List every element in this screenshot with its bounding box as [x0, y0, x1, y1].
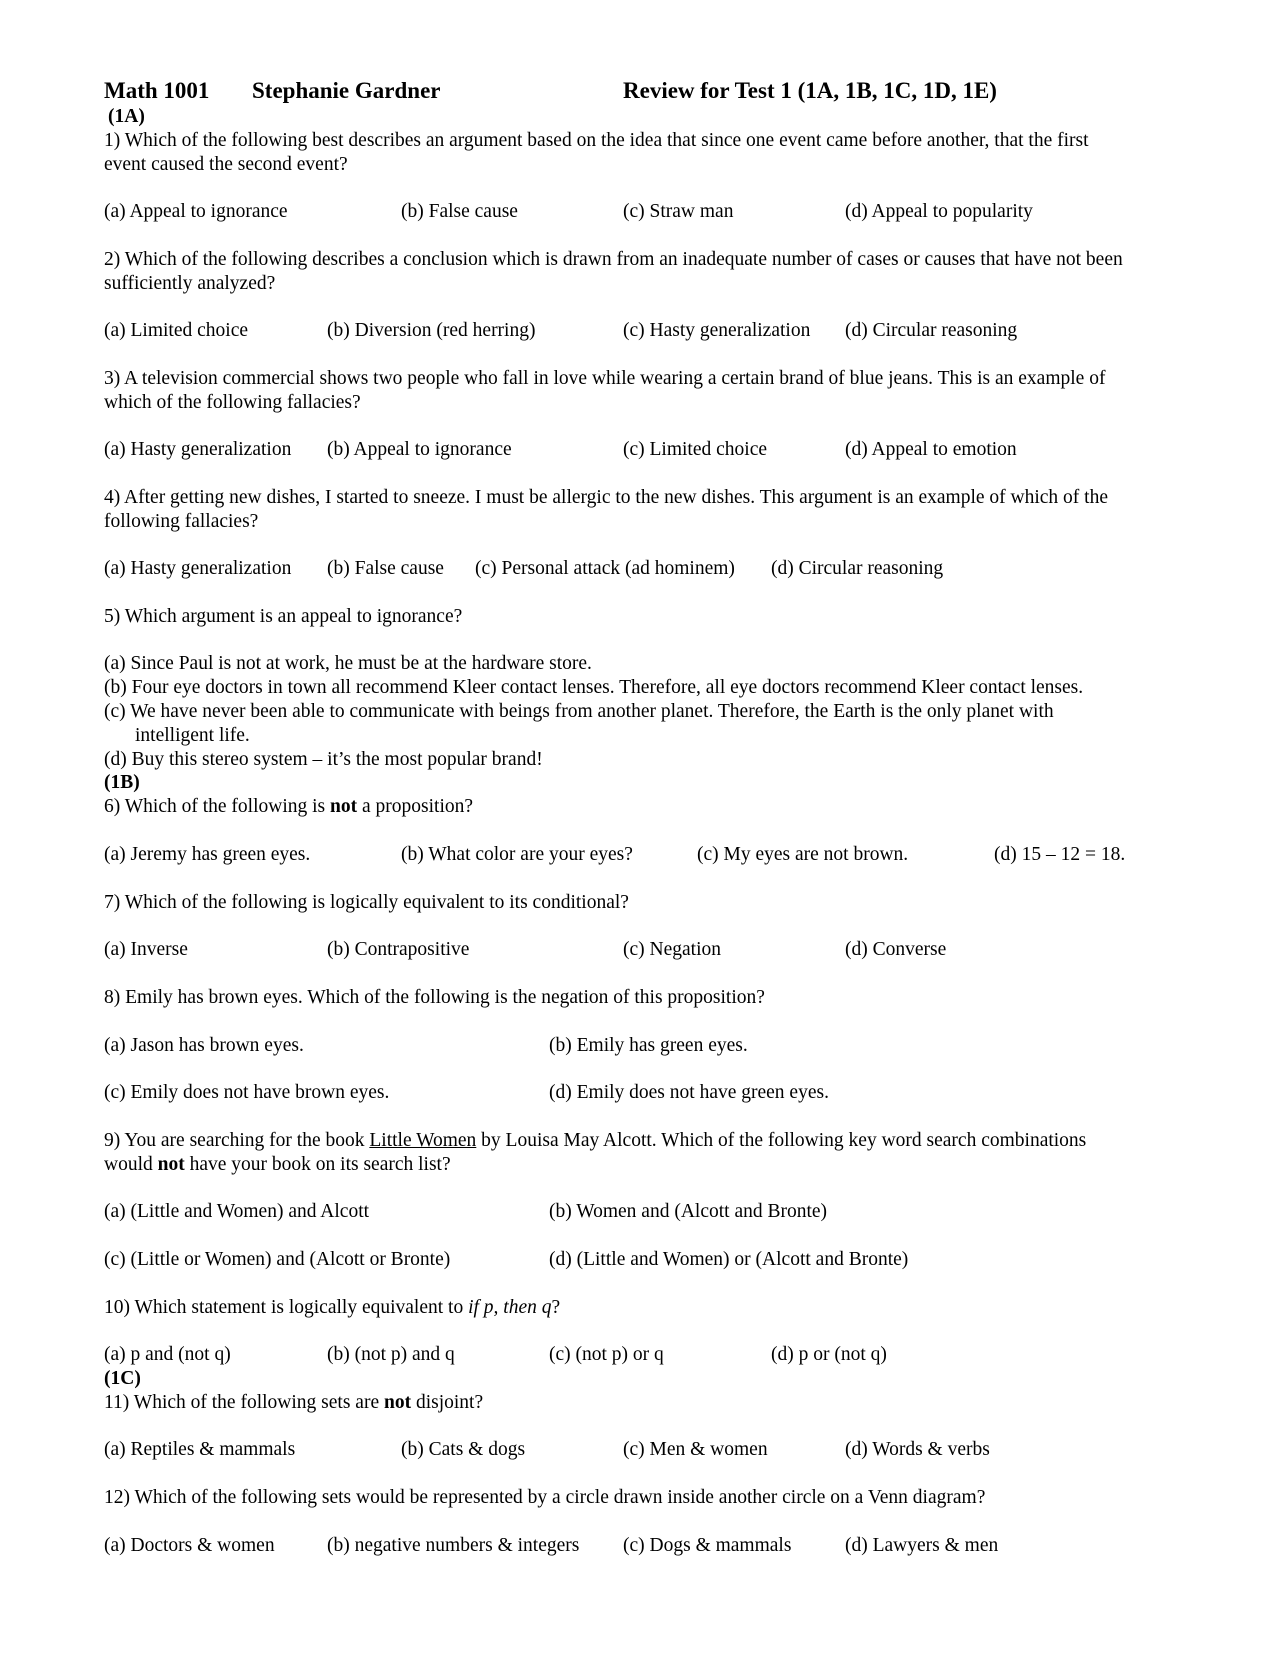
question-10-option-b: (b) (not p) and q [327, 1344, 455, 1365]
question-11-option-c: (c) Men & women [623, 1439, 768, 1460]
question-2-option-d: (d) Circular reasoning [845, 320, 1018, 341]
question-10-option-d: (d) p or (not q) [771, 1344, 887, 1365]
question-5-option-b: (b) Four eye doctors in town all recommend Kleer contact lenses. Therefore, all eye doctors recommend Kleer contact lenses. [104, 677, 1084, 698]
question-6-option-d: (d) 15 – 12 = 18. [994, 844, 1126, 865]
question-3-stem-line2: which of the following fallacies? [104, 392, 361, 413]
question-9-option-c: (c) (Little or Women) and (Alcott or Bronte) [104, 1249, 451, 1270]
question-9-option-b: (b) Women and (Alcott and Bronte) [549, 1201, 828, 1222]
question-12-option-c: (c) Dogs & mammals [623, 1535, 792, 1556]
question-9-stem-continuation: by Louisa May Alcott. Which of the following key word search combinations [476, 1130, 1087, 1151]
question-11-option-b: (b) Cats & dogs [401, 1439, 526, 1460]
question-9-book-title: Little Women [369, 1130, 477, 1151]
question-11-stem-emphasis: not [383, 1392, 412, 1413]
question-3-option-b: (b) Appeal to ignorance [327, 439, 512, 460]
question-5-stem: 5) Which argument is an appeal to ignorance? [104, 606, 463, 627]
question-7-stem: 7) Which of the following is logically equivalent to its conditional? [104, 892, 629, 913]
question-9-option-d: (d) (Little and Women) or (Alcott and Bronte) [549, 1249, 909, 1270]
course-title: Math 1001 [104, 78, 210, 103]
question-10-stem-end: ? [551, 1297, 561, 1318]
question-3-stem-line1: 3) A television commercial shows two people who fall in love while wearing a certain brand of blue jeans. This is an example of [104, 368, 1106, 389]
question-1-option-c: (c) Straw man [623, 201, 734, 222]
question-12-option-b: (b) negative numbers & integers [327, 1535, 580, 1556]
question-5-option-d: (d) Buy this stereo system – it’s the most popular brand! [104, 749, 543, 770]
question-1-option-d: (d) Appeal to popularity [845, 201, 1033, 222]
question-1-stem-line1: 1) Which of the following best describes an argument based on the idea that since one event came before another, that the first [104, 130, 1089, 151]
question-6-stem [104, 797, 473, 817]
section-heading-1a: (1A) [108, 106, 145, 127]
question-4-option-a: (a) Hasty generalization [104, 558, 292, 579]
question-8-stem: 8) Emily has brown eyes. Which of the following is the negation of this proposition? [104, 987, 765, 1008]
question-9-stem-line1 [104, 1131, 1086, 1151]
question-9-stem-line2-start: would [104, 1154, 158, 1175]
question-11-option-d: (d) Words & verbs [845, 1439, 990, 1460]
question-10-option-c: (c) (not p) or q [549, 1344, 664, 1365]
question-6-stem-emphasis: not [330, 796, 358, 817]
section-heading-1c: (1C) [104, 1368, 141, 1389]
question-3-option-d: (d) Appeal to emotion [845, 439, 1017, 460]
question-12-option-d: (d) Lawyers & men [845, 1535, 999, 1556]
question-11-option-a: (a) Reptiles & mammals [104, 1439, 296, 1460]
question-8-option-b: (b) Emily has green eyes. [549, 1035, 748, 1056]
question-7-option-d: (d) Converse [845, 939, 947, 960]
section-heading-1b: (1B) [104, 772, 140, 793]
question-6-option-c: (c) My eyes are not brown. [697, 844, 909, 865]
question-11-stem-end: disjoint? [411, 1392, 484, 1413]
question-4-option-c: (c) Personal attack (ad hominem) [475, 558, 735, 579]
instructor-name: Stephanie Gardner [252, 78, 441, 103]
question-2-stem-line2: sufficiently analyzed? [104, 273, 276, 294]
question-9-stem-line2-end: have your book on its search list? [184, 1154, 451, 1175]
question-12-option-a: (a) Doctors & women [104, 1535, 275, 1556]
question-6-option-b: (b) What color are your eyes? [401, 844, 633, 865]
question-7-option-a: (a) Inverse [104, 939, 188, 960]
question-9-option-a: (a) (Little and Women) and Alcott [104, 1201, 370, 1222]
question-9-stem-line2 [104, 1155, 451, 1175]
question-10-option-a: (a) p and (not q) [104, 1344, 231, 1365]
question-5-option-c-line2: intelligent life. [135, 725, 250, 746]
question-4-stem-line1: 4) After getting new dishes, I started to sneeze. I must be allergic to the new dishes. This argument is an example of which of the [104, 487, 1108, 508]
question-4-stem-line2: following fallacies? [104, 511, 259, 532]
question-1-stem-line2: event caused the second event? [104, 154, 348, 175]
question-6-stem-start: 6) Which of the following is [104, 796, 331, 817]
document-title: Review for Test 1 (1A, 1B, 1C, 1D, 1E) [623, 78, 997, 103]
question-4-option-b: (b) False cause [327, 558, 444, 579]
question-10-stem [104, 1298, 560, 1318]
question-3-option-a: (a) Hasty generalization [104, 439, 292, 460]
question-10-conditional: if p, then q [468, 1297, 552, 1318]
question-1-option-b: (b) False cause [401, 201, 518, 222]
question-10-stem-start: 10) Which statement is logically equivalent to [104, 1297, 469, 1318]
question-2-option-c: (c) Hasty generalization [623, 320, 811, 341]
question-2-option-a: (a) Limited choice [104, 320, 249, 341]
question-5-option-c-line1: (c) We have never been able to communicate with beings from another planet. Therefore, the Earth is the only planet with [104, 701, 1054, 722]
question-9-stem-emphasis: not [157, 1154, 185, 1175]
question-6-option-a: (a) Jeremy has green eyes. [104, 844, 311, 865]
question-7-option-c: (c) Negation [623, 939, 721, 960]
question-11-stem [104, 1393, 483, 1413]
question-8-option-a: (a) Jason has brown eyes. [104, 1035, 304, 1056]
question-8-option-d: (d) Emily does not have green eyes. [549, 1082, 829, 1103]
question-6-stem-end: a proposition? [357, 796, 474, 817]
question-3-option-c: (c) Limited choice [623, 439, 768, 460]
question-1-option-a: (a) Appeal to ignorance [104, 201, 288, 222]
question-2-option-b: (b) Diversion (red herring) [327, 320, 536, 341]
question-12-stem: 12) Which of the following sets would be represented by a circle drawn inside another circle on a Venn diagram? [104, 1487, 986, 1508]
question-11-stem-start: 11) Which of the following sets are [104, 1392, 384, 1413]
question-4-option-d: (d) Circular reasoning [771, 558, 944, 579]
question-5-option-a: (a) Since Paul is not at work, he must be at the hardware store. [104, 653, 592, 674]
question-7-option-b: (b) Contrapositive [327, 939, 470, 960]
question-9-stem-start: 9) You are searching for the book [104, 1130, 370, 1151]
question-2-stem-line1: 2) Which of the following describes a conclusion which is drawn from an inadequate number of cases or causes that have not been [104, 249, 1123, 270]
question-8-option-c: (c) Emily does not have brown eyes. [104, 1082, 390, 1103]
